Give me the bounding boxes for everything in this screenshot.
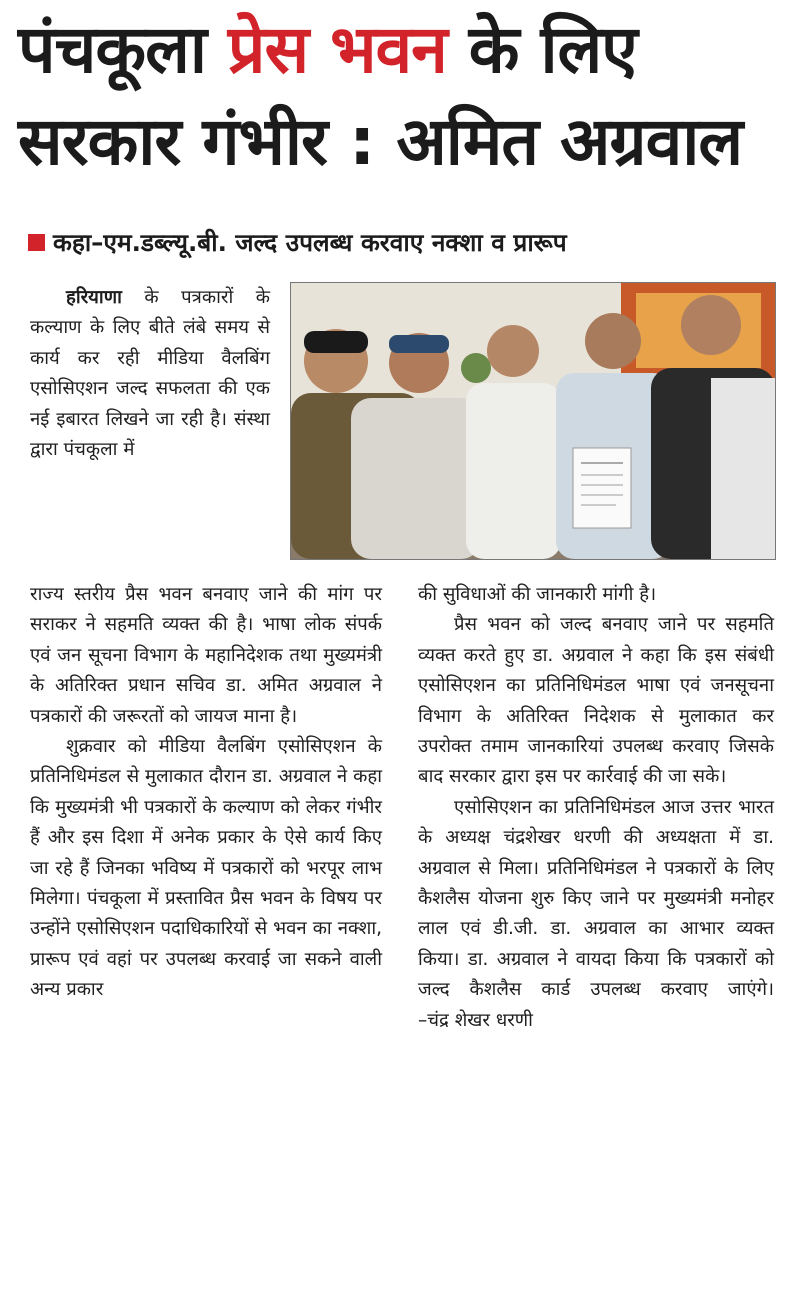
article-paragraph bbox=[30, 283, 270, 465]
article-column-left-bottom bbox=[30, 580, 382, 1006]
article-paragraph: प्रैस भवन को जल्द बनवाए जाने पर सहमति व्यक्त करते हुए डा. अग्रवाल ने कहा कि इस संबंधी एसोसिएशन का प्रतिनिधिमंडल भाषा एवं जनसूचना विभाग के अतिरिक्त निदेशक से मुलाकात कर उपरोक्त तमाम जानकारियां उपलब्ध करवाए जिसके बाद सरकार द्वारा इस पर कार्रवाई की जा सके। bbox=[418, 614, 774, 788]
photo-illustration bbox=[291, 283, 775, 559]
headline bbox=[18, 4, 788, 188]
subheadline bbox=[28, 222, 788, 264]
lead-text: के पत्रकारों के कल्याण के लिए बीते लंबे समय से कार्य कर रही मीडिया वैलबिंग एसोसिएशन जल्द सफलता की एक नई इबारत लिखने जा रही है। संस्था द्वारा पंचकूला में bbox=[30, 287, 270, 461]
lead-word: हरियाणा bbox=[66, 287, 122, 308]
headline-line1-end: के लिए bbox=[468, 11, 637, 88]
headline-line2: सरकार गंभीर : अमित अग्रवाल bbox=[18, 103, 743, 180]
article-paragraph-continued: राज्य स्तरीय प्रैस भवन बनवाए जाने की मांग पर सराकर ने सहमति व्यक्त की है। भाषा लोक संपर्क एवं जन सूचना विभाग के महानिदेशक तथा मुख्यमंत्री के अतिरिक्त प्रधान सचिव डा. अमित अग्रवाल ने पत्रकारों की जरूरतों को जायज माना है। bbox=[30, 584, 382, 727]
article-column-left-top bbox=[30, 283, 270, 465]
article-paragraph-continued: की सुविधाओं की जानकारी मांगी है। bbox=[418, 584, 657, 605]
headline-line1-start: पंचकूला bbox=[18, 11, 206, 88]
news-photo bbox=[290, 282, 776, 560]
article-paragraph bbox=[418, 793, 774, 1036]
article-column-right bbox=[418, 580, 774, 1036]
article-paragraph-text: एसोसिएशन का प्रतिनिधिमंडल आज उत्तर भारत के अध्यक्ष चंद्रशेखर धरणी की अध्यक्षता में डा. अग्रवाल से मिला। प्रतिनिधिमंडल ने पत्रकारों के लिए कैशलैस योजना शुरु किए जाने पर मुख्यमंत्री मनोहर लाल एवं डी.जी. डा. अग्रवाल का आभार व्यक्त किया। डा. अग्रवाल ने वायदा किया कि पत्रकारों को जल्द कैशलैस कार्ड उपलब्ध करवाए जाएंगे। bbox=[418, 796, 774, 1001]
headline-press-bhavan: प्रेस भवन bbox=[227, 11, 447, 88]
subheadline-text: कहा–एम.डब्ल्यू.बी. जल्द उपलब्ध करवाए नक्शा व प्रारूप bbox=[53, 228, 567, 257]
article-paragraph: शुक्रवार को मीडिया वैलबिंग एसोसिएशन के प्रतिनिधिमंडल से मुलाकात दौरान डा. अग्रवाल ने कहा कि मुख्यमंत्री भी पत्रकारों के कल्याण को लेकर गंभीर हैं और इस दिशा में अनेक प्रकार के ऐसे कार्य किए जा रहे हैं जिनका भविष्य में पत्रकारों को भरपूर लाभ मिलेगा। पंचकूला में प्रस्तावित प्रैस भवन के विषय पर उन्होंने एसोसिएशन पदाधिकारियों से भवन का नक्शा, प्रारूप एवं वहां पर उपलब्ध करवाई जा सकने वाली अन्य प्रकार bbox=[30, 736, 383, 1001]
byline: –चंद्र शेखर धरणी bbox=[418, 1009, 533, 1031]
red-square-bullet-icon bbox=[28, 234, 45, 251]
